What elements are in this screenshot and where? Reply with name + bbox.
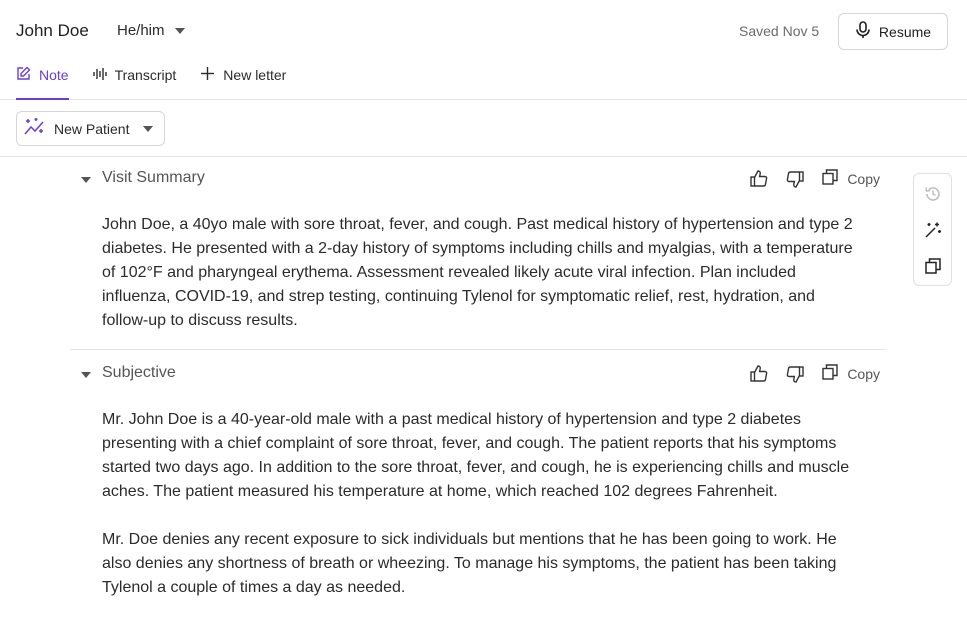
tab-note-label: Note (39, 67, 69, 83)
edit-note-icon (16, 66, 31, 84)
tab-new-letter-label: New letter (223, 67, 287, 83)
note-tabs (16, 60, 286, 100)
tab-transcript[interactable] (93, 60, 177, 90)
thumbs-up-icon[interactable] (749, 364, 769, 384)
copy-button[interactable] (821, 168, 880, 189)
section-visit-summary (70, 165, 886, 333)
section-actions (749, 363, 880, 384)
section-actions (749, 168, 880, 189)
tab-transcript-label: Transcript (114, 67, 177, 83)
template-dropdown[interactable] (16, 111, 165, 146)
thumbs-up-icon[interactable] (749, 169, 769, 189)
section-paragraph: Mr. John Doe is a 40-year-old male with a past medical history of hypertension and type 2 diabetes presenting with a chief complaint of sore throat, fever, and cough. The patient reports that his symptoms started two days ago. In addition to the sore throat, fever, and cough, he is experiencing chills and muscle aches. The patient measured his temperature at home, which reached 102 degrees Fahrenheit. (102, 411, 850, 500)
chevron-down-icon (143, 126, 153, 132)
template-row (0, 100, 967, 157)
tab-new-letter[interactable] (200, 60, 286, 90)
section-subjective (70, 360, 886, 600)
section-header (70, 165, 886, 195)
copy-button[interactable] (821, 363, 880, 384)
section-title: Visit Summary (102, 169, 205, 186)
template-label: New Patient (54, 120, 130, 137)
top-bar (0, 0, 967, 100)
section-body (70, 408, 886, 600)
section-title: Subjective (102, 364, 176, 381)
history-icon[interactable] (923, 184, 943, 204)
section-divider (70, 349, 886, 350)
resume-button[interactable] (838, 13, 948, 50)
section-header (70, 360, 886, 390)
copy-icon (821, 168, 839, 189)
pronoun-value: He/him (117, 22, 165, 39)
waveform-icon (93, 67, 107, 84)
collapse-caret-icon[interactable] (81, 177, 91, 183)
sparkle-chart-icon (24, 117, 46, 140)
pronoun-dropdown[interactable] (117, 22, 185, 39)
copy-label: Copy (847, 170, 880, 187)
section-paragraph: Mr. Doe denies any recent exposure to sick individuals but mentions that he has been going to work. He also denies any shortness of breath or wheezing. To manage his symptoms, the patient has been taking Tylenol a couple of times a day as needed. (102, 531, 837, 596)
side-tool-panel (913, 173, 952, 286)
section-body (70, 213, 886, 333)
copy-label: Copy (847, 365, 880, 382)
plus-icon (200, 66, 215, 84)
copy-icon (821, 363, 839, 384)
copy-all-icon[interactable] (923, 256, 943, 276)
collapse-caret-icon[interactable] (81, 372, 91, 378)
magic-wand-icon[interactable] (923, 220, 943, 240)
thumbs-down-icon[interactable] (785, 364, 805, 384)
chevron-down-icon (175, 28, 185, 34)
section-paragraph: John Doe, a 40yo male with sore throat, fever, and cough. Past medical history of hypertension and type 2 diabetes. He presented with a 2-day history of symptoms including chills and myalgias, with a temperature of 102°F and pharyngeal erythema. Assessment revealed likely acute viral infection. Plan included influenza, COVID-19, and strep testing, continuing Tylenol for symptomatic relief, rest, hydration, and follow-up to discuss results. (102, 216, 853, 329)
microphone-icon (855, 21, 871, 42)
tab-note[interactable] (16, 60, 69, 90)
resume-label: Resume (878, 23, 932, 40)
patient-name[interactable]: John Doe (16, 21, 89, 40)
thumbs-down-icon[interactable] (785, 169, 805, 189)
saved-status: Saved Nov 5 (739, 23, 820, 39)
